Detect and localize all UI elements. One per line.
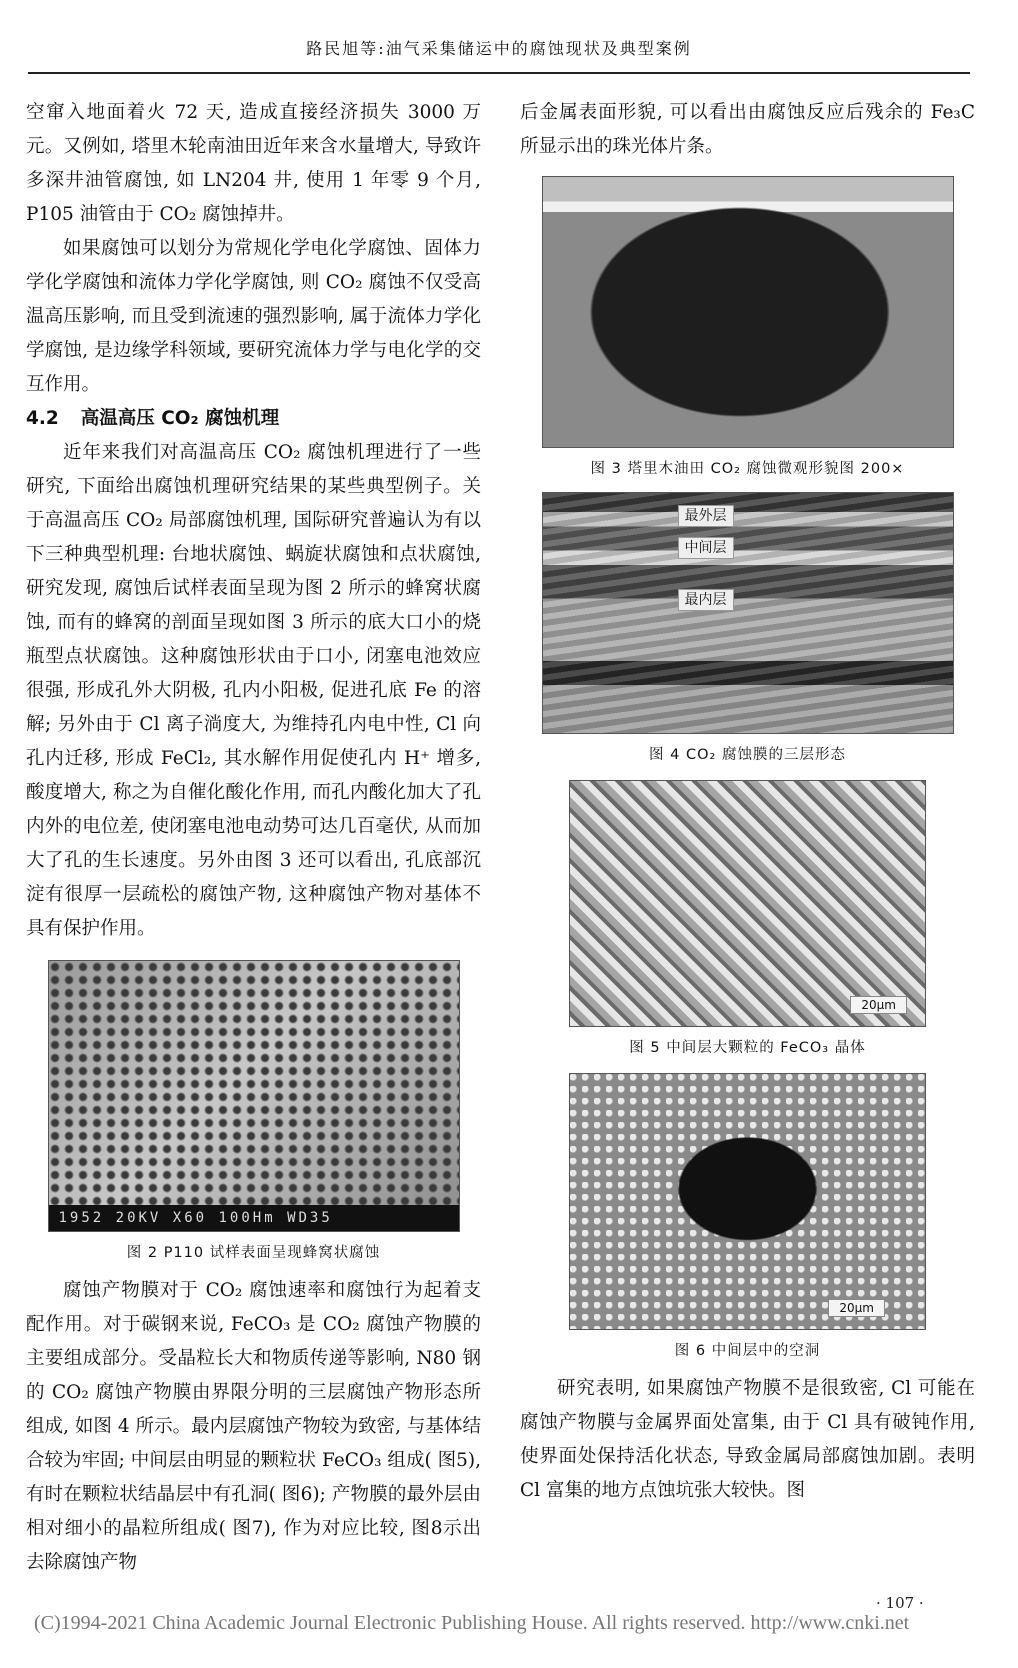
paragraph: 后金属表面形貌, 可以看出由腐蚀反应后残余的 Fe₃C 所显示出的珠光体片条。: [520, 102, 975, 157]
page-number: · 107 ·: [876, 1594, 924, 1612]
section-title: 高温高压 CO₂ 腐蚀机理: [80, 408, 280, 429]
paragraph: 近年来我们对高温高压 CO₂ 腐蚀机理进行了一些研究, 下面给出腐蚀机理研究结果的某些典型例子。关于高温高压 CO₂ 局部腐蚀机理, 国际研究普遍认为有以下三种典型机理: 台地状腐蚀、蜗旋状腐蚀和点状腐蚀, 研究发现, 腐蚀后试样表面呈现为图 2 所示的蜂窝状腐蚀, 而有的蜂窝的剖面呈现如图 3 所示的底大口小的烧瓶型点状腐蚀。这种腐蚀形状由于口小, 闭塞电池效应很强, 形成孔外大阴极, 孔内小阳极, 促进孔底 Fe 的溶解; 另外由于 Cl 离子淌度大, 为维持孔内电中性, Cl 向孔内迁移, 形成 FeCl₂, 其水解作用促使孔内 H⁺ 增多, 酸度增大, 称之为自催化酸化作用, 而孔内酸化加大了孔内外的电位差, 使闭塞电池电动势可达几百毫伏, 从而加大了孔的生长速度。另外由图 3 还可以看出, 孔底部沉淀有很厚一层疏松的腐蚀产物, 这种腐蚀产物对基体不具有保护作用。: [26, 442, 481, 939]
figure-5-image: [569, 780, 926, 1027]
left-column: [26, 96, 481, 1580]
label-inner-layer: 最内层: [678, 589, 734, 611]
running-header: 路民旭等:油气采集储运中的腐蚀现状及典型案例: [28, 36, 970, 74]
figure-5-caption: 图 5 中间层大颗粒的 FeCO₃ 晶体: [629, 1040, 866, 1056]
figure-2-image: [48, 960, 460, 1232]
paragraph: 如果腐蚀可以划分为常规化学电化学腐蚀、固体力学化学腐蚀和流体力学化学腐蚀, 则 CO₂ 腐蚀不仅受高温高压影响, 而且受到流速的强烈影响, 属于流体力学化学腐蚀, 是边缘学科领域, 要研究流体力学与电化学的交互作用。: [26, 238, 481, 395]
copyright-footer: (C)1994-2021 China Academic Journal Electronic Publishing House. All rights reserved. http://www.cnki.net: [34, 1612, 910, 1634]
figure-4-image: [542, 492, 954, 734]
section-number: 4.2: [26, 408, 59, 429]
figure-6-image: [569, 1073, 926, 1330]
paragraph: 研究表明, 如果腐蚀产物膜不是很致密, Cl 可能在腐蚀产物膜与金属界面处富集, 由于 Cl 具有破钝作用, 使界面处保持活化状态, 导致金属局部腐蚀加剧。表明Cl 富集的地方点蚀坑张大较快。图: [520, 1378, 975, 1501]
label-middle-layer: 中间层: [678, 537, 734, 559]
label-outer-layer: 最外层: [678, 505, 734, 527]
scale-bar: 20μm: [850, 996, 907, 1014]
figure-2-caption: 图 2 P110 试样表面呈现蜂窝状腐蚀: [126, 1245, 381, 1261]
sem-data-bar: 1952 20KV X60 100Hm WD35: [49, 1205, 459, 1231]
figure-3-image: [542, 176, 954, 448]
paragraph: 空窜入地面着火 72 天, 造成直接经济损失 3000 万元。又例如, 塔里木轮南油田近年来含水量增大, 导致许多深井油管腐蚀, 如 LN204 井, 使用 1 年零 9 个月, P105 油管由于 CO₂ 腐蚀掉井。: [26, 102, 481, 225]
scale-bar: 20μm: [828, 1299, 885, 1317]
figure-4-caption: 图 4 CO₂ 腐蚀膜的三层形态: [649, 747, 846, 763]
figure-3-caption: 图 3 塔里木油田 CO₂ 腐蚀微观形貌图 200×: [590, 461, 905, 477]
section-heading: [26, 402, 481, 436]
paragraph: 腐蚀产物膜对于 CO₂ 腐蚀速率和腐蚀行为起着支配作用。对于碳钢来说, FeCO₃ 是 CO₂ 腐蚀产物膜的主要组成部分。受晶粒长大和物质传递等影响, N80 钢的 CO₂ 腐蚀产物膜由界限分明的三层腐蚀产物形态所组成, 如图 4 所示。最内层腐蚀产物较为致密, 与基体结合较为牢固; 中间层由明显的颗粒状 FeCO₃ 组成( 图5), 有时在颗粒状结晶层中有孔洞( 图6); 产物膜的最外层由相对细小的晶粒所组成( 图7), 作为对应比较, 图8示出去除腐蚀产物: [26, 1280, 481, 1573]
figure-6-caption: 图 6 中间层中的空洞: [674, 1343, 821, 1359]
right-column: [520, 96, 975, 1508]
